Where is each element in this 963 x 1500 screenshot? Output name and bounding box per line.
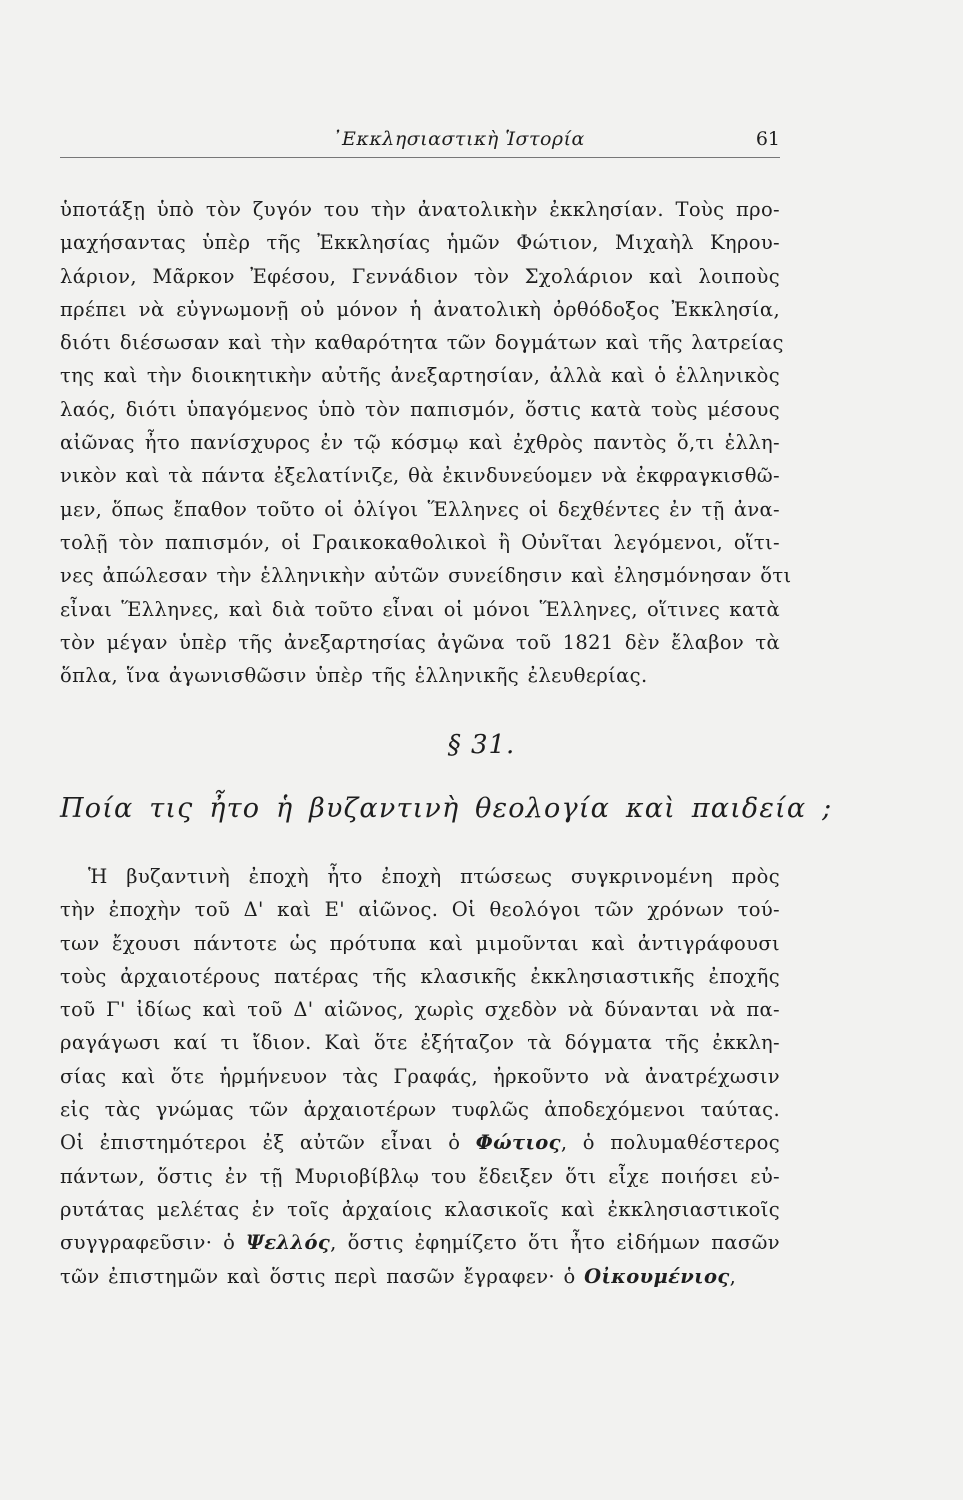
text-line: τῶν ἐπιστημῶν καὶ ὅστις περὶ πασῶν ἔγραφεν· ὁ Οἰκουμένιος, xyxy=(60,1264,737,1288)
text-line: ρυτάτας μελέτας ἐν τοῖς ἀρχαίοις κλασικοῖς καὶ ἐκκλησιαστικοῖς xyxy=(60,1197,780,1221)
text-line: των ἔχουσι πάντοτε ὡς πρότυπα καὶ μιμοῦνται καὶ ἀντιγράφουσι xyxy=(60,931,780,955)
text-line: ὑποτάξῃ ὑπὸ τὸν ζυγόν του τὴν ἀνατολικὴν ἐκκλησίαν. Τοὺς προ- xyxy=(60,198,780,221)
text-line: εἶναι Ἕλληνες, καὶ διὰ τοῦτο εἶναι οἱ μόνοι Ἕλληνες, οἵτινες κατὰ xyxy=(60,597,780,621)
text-line: πρέπει νὰ εὐγνωμονῇ οὐ μόνον ἡ ἀνατολικὴ ὀρθόδοξος Ἐκκλησία, xyxy=(60,297,780,321)
text-line: της καὶ τὴν διοικητικὴν αὐτῆς ἀνεξαρτησίαν, ἀλλὰ καὶ ὁ ἑλληνικὸς xyxy=(60,364,780,388)
text-line: εἰς τὰς γνώμας τῶν ἀρχαιοτέρων τυφλῶς ἀποδεχόμενοι ταύτας. xyxy=(60,1098,780,1122)
running-header xyxy=(60,128,780,158)
text-line: Οἱ ἐπιστημότεροι ἐξ αὐτῶν εἶναι ὁ Φώτιος, ὁ πολυμαθέστερος xyxy=(60,1131,781,1155)
section-title: Ποία τις ἦτο ἡ βυζαντινὴ θεολογία καὶ παιδεία ; xyxy=(60,793,833,824)
text-line: πάντων, ὅστις ἐν τῇ Μυριοβίβλῳ του ἔδειξεν ὅτι εἶχε ποιήσει εὐ- xyxy=(60,1164,780,1188)
page-number: 61 xyxy=(755,128,780,150)
paragraph-1 xyxy=(60,193,792,692)
text-line: αἰῶνας ἦτο πανίσχυρος ἐν τῷ κόσμῳ καὶ ἐχθρὸς παντὸς ὅ,τι ἑλλη- xyxy=(60,431,780,455)
text-line: τοῦ Γ' ἰδίως καὶ τοῦ Δ' αἰῶνος, χωρὶς σχεδὸν νὰ δύνανται νὰ πα- xyxy=(60,998,780,1022)
text-line: λαός, διότι ὑπαγόμενος ὑπὸ τὸν παπισμόν, ὅστις κατὰ τοὺς μέσους xyxy=(60,397,780,421)
section-number: § 31. xyxy=(447,730,516,760)
text-line: συγγραφεῦσιν· ὁ Ψελλός, ὅστις ἐφημίζετο ὅτι ἦτο εἰδήμων πασῶν xyxy=(60,1231,780,1255)
text-line: διότι διέσωσαν καὶ τὴν καθαρότητα τῶν δογμάτων καὶ τῆς λατρείας xyxy=(60,331,784,355)
text-line: ραγάγωσι καί τι ἴδιον. Καὶ ὅτε ἐξήταζον τὰ δόγματα τῆς ἐκκλη- xyxy=(60,1031,780,1055)
text-line: μαχήσαντας ὑπὲρ τῆς Ἐκκλησίας ἡμῶν Φώτιον, Μιχαὴλ Κηρου- xyxy=(60,231,780,255)
text-line: μεν, ὅπως ἔπαθον τοῦτο οἱ ὀλίγοι Ἕλληνες οἱ δεχθέντες ἐν τῇ ἀνα- xyxy=(60,497,780,521)
text-line: τὴν ἐποχὴν τοῦ Δ' καὶ Ε' αἰῶνος. Οἱ θεολόγοι τῶν χρόνων τού- xyxy=(60,898,780,922)
text-line: ὅπλα, ἵνα ἀγωνισθῶσιν ὑπὲρ τῆς ἑλληνικῆς ἐλευθερίας. xyxy=(60,664,648,688)
paragraph-2 xyxy=(60,860,780,1293)
text-line: νες ἀπώλεσαν τὴν ἑλληνικὴν αὐτῶν συνείδησιν καὶ ἐλησμόνησαν ὅτι xyxy=(60,564,792,588)
text-line: τοὺς ἀρχαιοτέρους πατέρας τῆς κλασικῆς ἐκκλησιαστικῆς ἐποχῆς xyxy=(60,964,780,988)
text-line: τὸν μέγαν ὑπὲρ τῆς ἀνεξαρτησίας ἀγῶνα τοῦ 1821 δὲν ἔλαβον τὰ xyxy=(60,630,780,654)
header-rule xyxy=(60,157,780,158)
text-line: νικὸν καὶ τὰ πάντα ἐξελατίνιζε, θὰ ἐκινδυνεύομεν νὰ ἐκφραγκισθῶ- xyxy=(60,464,780,488)
text-line: λάριον, Μᾶρκον Ἐφέσου, Γεννάδιον τὸν Σχολάριον καὶ λοιποὺς xyxy=(60,264,780,288)
text-line: Ἡ βυζαντινὴ ἐποχὴ ἦτο ἐποχὴ πτώσεως συγκρινομένη πρὸς xyxy=(88,865,780,888)
header-title: ᾿Εκκλησιαστικὴ Ἱστορία xyxy=(332,128,585,150)
text-line: τολῇ τὸν παπισμόν, οἱ Γραικοκαθολικοὶ ἢ Οὐνῖται λεγόμενοι, οἵτι- xyxy=(60,530,780,554)
text-line: σίας καὶ ὅτε ἡρμήνευον τὰς Γραφάς, ἠρκοῦντο νὰ ἀνατρέχωσιν xyxy=(60,1064,780,1088)
